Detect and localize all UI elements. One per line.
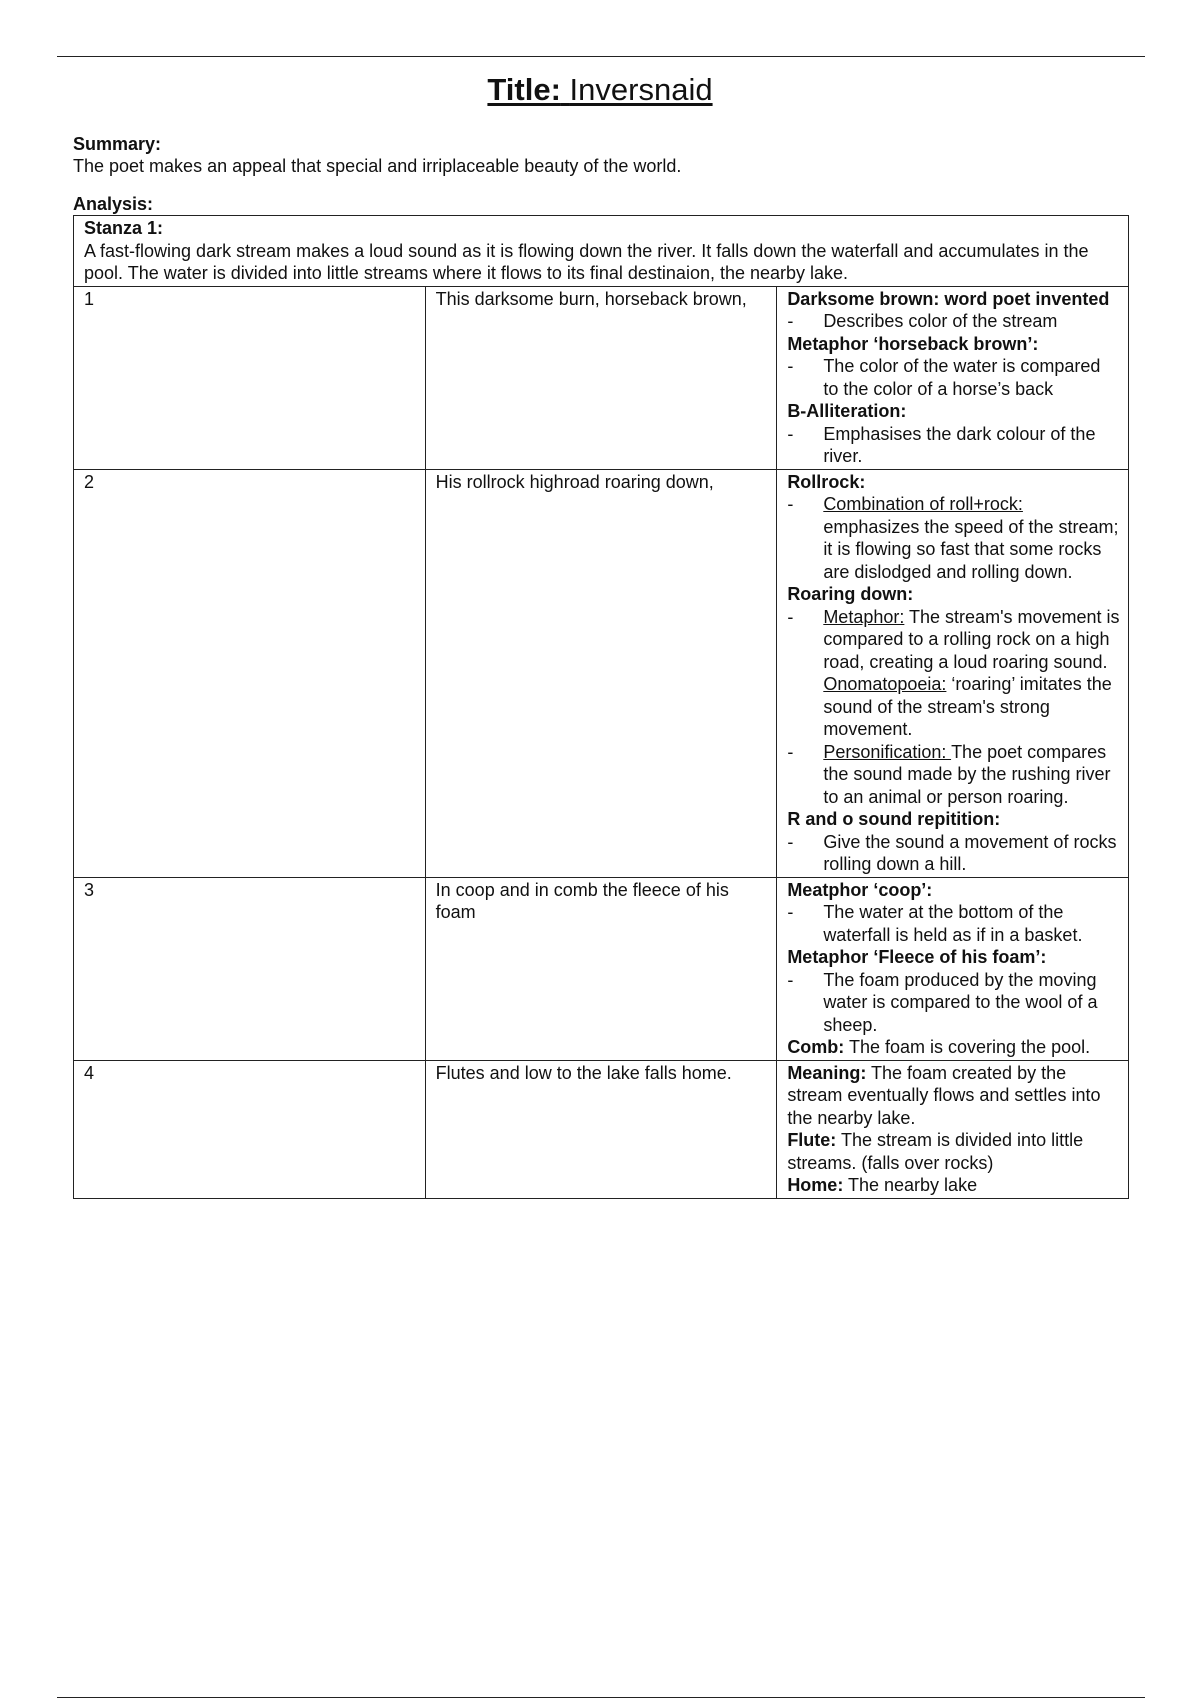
note-text: Emphasises the dark colour of the river. bbox=[823, 423, 1096, 466]
note-text bbox=[823, 741, 1120, 809]
note-point bbox=[787, 423, 1120, 468]
table-row bbox=[74, 469, 1129, 877]
note-term: Personification: bbox=[823, 741, 952, 762]
analysis-notes bbox=[777, 469, 1129, 877]
table-row bbox=[74, 1060, 1129, 1198]
note-point bbox=[787, 606, 1120, 741]
note-text-rest: emphasizes the speed of the stream; it is flowing so fast that some rocks are dislodged and rolling down. bbox=[823, 516, 1119, 582]
stanza-header-cell bbox=[74, 216, 1129, 287]
note-point bbox=[787, 355, 1120, 400]
note-point bbox=[787, 741, 1120, 809]
bullet-dash: - bbox=[787, 902, 794, 922]
poem-line: This darksome burn, horseback brown, bbox=[425, 286, 777, 469]
title-text: Inversnaid bbox=[569, 72, 713, 107]
note-heading: Darksome brown: word poet invented bbox=[787, 288, 1110, 309]
table-row bbox=[74, 877, 1129, 1060]
note-inline-text: The nearby lake bbox=[843, 1175, 978, 1195]
note-heading: Meatphor ‘coop’: bbox=[787, 879, 933, 900]
top-rule bbox=[57, 56, 1145, 57]
line-number: 4 bbox=[74, 1060, 426, 1198]
note-point bbox=[787, 969, 1120, 1037]
document-body bbox=[73, 133, 1129, 1199]
note-text bbox=[823, 606, 1120, 741]
note-text: Describes color of the stream bbox=[823, 311, 1058, 331]
stanza-heading: Stanza 1: bbox=[84, 218, 164, 238]
note-text-rest: The stream's movement is compared to a rolling rock on a high road, creating a loud roaring sound. bbox=[823, 606, 1120, 672]
note-term: Onomatopoeia: bbox=[823, 674, 947, 694]
page-title bbox=[0, 72, 1200, 108]
table-row bbox=[74, 286, 1129, 469]
note-text-rest: ‘roaring’ imitates the sound of the stream's strong movement. bbox=[823, 674, 1112, 739]
note-term: Metaphor: bbox=[823, 606, 905, 627]
analysis-notes bbox=[777, 1060, 1129, 1198]
note-text-rest: The poet compares the sound made by the rushing river to an animal or person roaring. bbox=[823, 741, 1111, 807]
note-inline-heading: Meaning: bbox=[787, 1062, 867, 1083]
summary-text: The poet makes an appeal that special and irriplaceable beauty of the world. bbox=[73, 156, 682, 176]
note-point bbox=[787, 493, 1120, 583]
bullet-dash: - bbox=[787, 969, 794, 990]
note-text: The color of the water is compared to the color of a horse’s back bbox=[823, 356, 1101, 399]
note-point bbox=[787, 901, 1120, 946]
bullet-dash: - bbox=[787, 494, 794, 514]
note-inline bbox=[787, 1036, 1120, 1059]
note-text: Give the sound a movement of rocks rolling down a hill. bbox=[823, 831, 1117, 874]
note-point bbox=[787, 310, 1120, 333]
note-text bbox=[823, 493, 1120, 583]
note-inline bbox=[787, 1062, 1120, 1130]
bullet-dash: - bbox=[787, 831, 794, 852]
bullet-dash: - bbox=[787, 606, 794, 627]
note-heading: Metaphor ‘Fleece of his foam’: bbox=[787, 947, 1047, 967]
bottom-rule bbox=[57, 1697, 1145, 1698]
poem-line: His rollrock highroad roaring down, bbox=[425, 469, 777, 877]
note-inline-heading: Comb: bbox=[787, 1037, 845, 1057]
line-number: 1 bbox=[74, 286, 426, 469]
line-number: 3 bbox=[74, 877, 426, 1060]
note-heading: Rollrock: bbox=[787, 471, 866, 492]
note-heading: R and o sound repitition: bbox=[787, 809, 1001, 829]
note-inline-text: The foam is covering the pool. bbox=[844, 1037, 1091, 1057]
bullet-dash: - bbox=[787, 311, 794, 331]
title-label: Title: bbox=[487, 72, 561, 107]
analysis-notes bbox=[777, 286, 1129, 469]
analysis-notes bbox=[777, 877, 1129, 1060]
poem-line: Flutes and low to the lake falls home. bbox=[425, 1060, 777, 1198]
note-text: The water at the bottom of the waterfall is held as if in a basket. bbox=[823, 902, 1083, 945]
stanza-description: A fast-flowing dark stream makes a loud sound as it is flowing down the river. It falls down the waterfall and accumulates in the pool. The water is divided into little streams where it flows to its final destinaion, the nearby lake. bbox=[84, 240, 1089, 283]
note-inline bbox=[787, 1129, 1120, 1174]
summary-label: Summary: bbox=[73, 134, 162, 154]
note-term: Combination of roll+rock: bbox=[823, 494, 1023, 514]
poem-line: In coop and in comb the fleece of his foam bbox=[425, 877, 777, 1060]
note-heading: Metaphor ‘horseback brown’: bbox=[787, 333, 1039, 354]
bullet-dash: - bbox=[787, 423, 794, 444]
line-number: 2 bbox=[74, 469, 426, 877]
note-inline-heading: Home: bbox=[787, 1175, 844, 1195]
note-point bbox=[787, 831, 1120, 876]
note-text: The foam produced by the moving water is compared to the wool of a sheep. bbox=[823, 969, 1098, 1035]
note-heading: B-Alliteration: bbox=[787, 401, 907, 421]
stanza-header-row bbox=[74, 216, 1129, 287]
note-inline-text: The foam created by the stream eventually flows and settles into the nearby lake. bbox=[787, 1062, 1101, 1128]
note-inline-text: The stream is divided into little streams. (falls over rocks) bbox=[787, 1130, 1084, 1173]
analysis-table bbox=[73, 215, 1129, 1199]
note-inline bbox=[787, 1174, 1120, 1197]
bullet-dash: - bbox=[787, 741, 794, 762]
analysis-label: Analysis: bbox=[73, 194, 154, 214]
bullet-dash: - bbox=[787, 356, 794, 376]
note-inline-heading: Flute: bbox=[787, 1130, 837, 1150]
note-heading: Roaring down: bbox=[787, 584, 914, 604]
